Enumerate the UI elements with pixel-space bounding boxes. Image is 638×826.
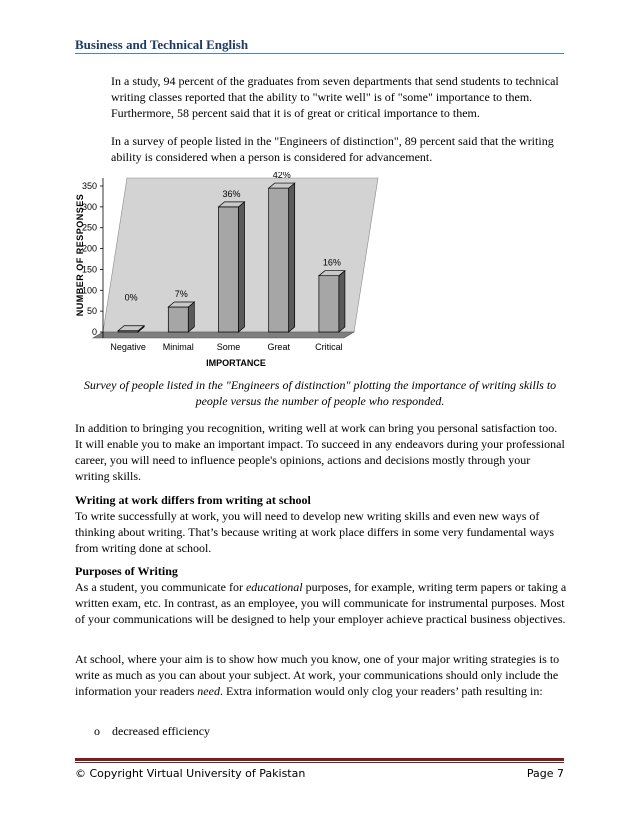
emphasis-educational: educational — [245, 580, 303, 594]
data-label-great: 42% — [272, 172, 291, 181]
y-tick-label: 300 — [81, 201, 97, 212]
intro-paragraph-1: In a study, 94 percent of the graduates from seven departments that send students to technical writing classes reported that the ability to "write well" is of "some" importance to them. Furthermore, 58 percent said that it is of great or critical importance to them. — [111, 74, 559, 120]
body-paragraph-3-text-b: purposes, for example, writing term papers or taking a written exam, etc. In contrast, as an employee, you will communicate for instrumental purposes. Most of your communications will be designed to help your employer achieve practical business objectives. — [75, 580, 567, 626]
data-label-minimal: 7% — [174, 288, 188, 299]
x-tick-label: Some — [216, 342, 241, 352]
emphasis-need: need — [197, 684, 220, 698]
importance-bar-chart — [73, 172, 383, 372]
data-label-critical: 16% — [322, 257, 341, 268]
y-tick-label: 250 — [81, 222, 97, 233]
footer-rule — [75, 758, 564, 761]
section-heading-purposes: Purposes of Writing — [75, 564, 178, 578]
body-paragraph-4 — [75, 651, 567, 699]
y-tick-label: 0 — [91, 327, 97, 337]
body-paragraph-3 — [75, 579, 567, 627]
x-tick-label: Critical — [315, 342, 343, 352]
data-label-some: 36% — [222, 188, 241, 199]
x-axis-label: IMPORTANCE — [206, 358, 266, 368]
y-tick-label: 200 — [81, 243, 97, 254]
y-tick-label: 100 — [81, 285, 97, 296]
bar-critical — [319, 271, 345, 332]
bar-some — [219, 202, 245, 332]
body-paragraph-1: In addition to bringing you recognition, writing well at work can bring you personal satisfaction too. It will enable you to make an important impact. To succeed in any endeavors during your professional career, you will need to influence people's opinions, actions and decisions mostly through your writing skills. — [75, 421, 565, 483]
footer-rule-thin — [75, 762, 564, 763]
body-paragraph-4-text-a: At school, where your aim is to show how much you know, one of your major writing strategies is to write as much as you can about your subject. At work, your communications should only include the information your readers — [75, 652, 560, 698]
body-paragraph-2: To write successfully at work, you will need to develop new writing skills and even new ways of thinking about writing. That’s because writing at work place differs in some very fundamental ways from writing done at school. — [75, 509, 555, 555]
header-rule — [75, 53, 564, 54]
intro-paragraph-2: In a survey of people listed in the "Engineers of distinction", 89 percent said that the writing ability is considered when a person is considered for advancement. — [111, 134, 554, 164]
section-heading-writing-at-work: Writing at work differs from writing at school — [75, 493, 311, 507]
bar-great — [269, 183, 295, 332]
y-tick-label: 150 — [81, 264, 97, 275]
x-tick-label: Great — [267, 342, 290, 352]
page-number: Page 7 — [526, 767, 564, 780]
footer-copyright: © Copyright Virtual University of Pakistan — [75, 767, 306, 780]
running-header: Business and Technical English — [75, 37, 249, 52]
x-tick-label: Minimal — [162, 342, 194, 352]
y-axis-label: NUMBER OF RESPONSES — [75, 193, 85, 317]
chart-floor — [93, 332, 354, 338]
y-tick-label: 50 — [86, 306, 97, 317]
list-item-text: decreased efficiency — [112, 724, 211, 738]
figure-caption: Survey of people listed in the "Engineers of distinction" plotting the importance of writing skills to people versus the number of people who responded. — [83, 378, 557, 408]
bar-minimal — [168, 302, 194, 332]
bullet-marker: o — [94, 724, 100, 738]
y-tick-label: 350 — [81, 181, 97, 191]
data-label-negative: 0% — [124, 292, 138, 303]
list-item — [94, 723, 210, 739]
body-paragraph-3-text-a: As a student, you communicate for — [75, 580, 246, 594]
x-tick-label: Negative — [110, 342, 146, 352]
body-paragraph-4-text-b: . Extra information would only clog your readers’ path resulting in: — [219, 684, 543, 698]
